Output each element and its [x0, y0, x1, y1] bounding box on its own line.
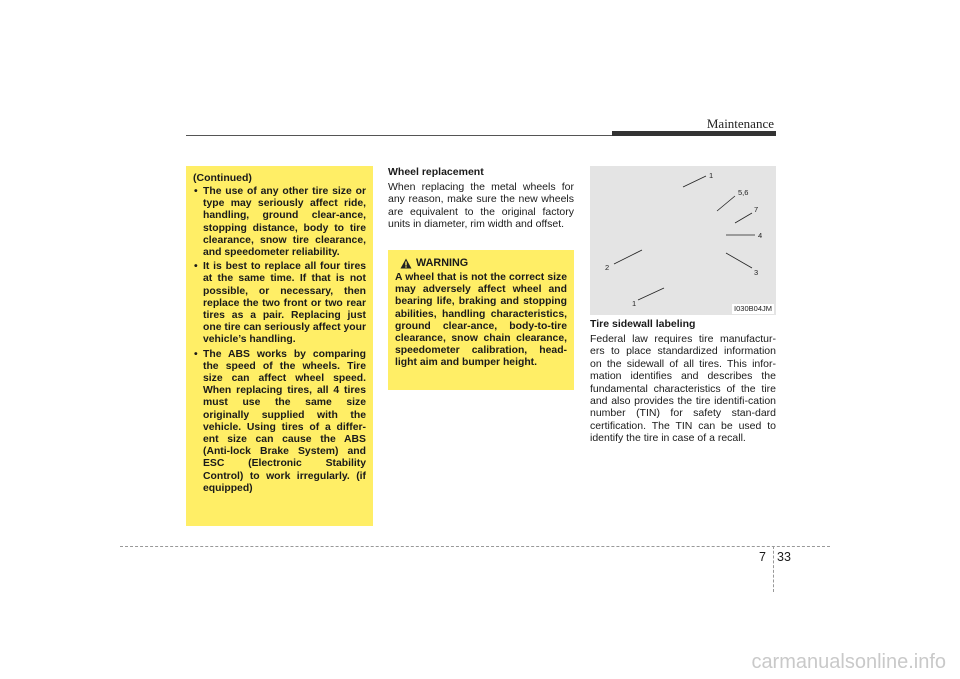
callout-line-1-top	[683, 176, 706, 187]
warning-header	[400, 257, 567, 269]
bullet-abs: • The ABS works by comparing the speed of the wheels. Tire size can affect wheel speed. When replacing tires, all 4 tires must use the same size originally supplied with the vehicle. Using tires of a differ-ent size can cause the ABS (Anti-lock Brake System) and ESC (Electronic Stability Control) to work irregularly. (if equipped)	[193, 349, 366, 495]
sidewall-heading: Tire sidewall labeling	[590, 318, 696, 330]
section-title: Maintenance	[706, 116, 774, 131]
wheel-replacement-section	[388, 166, 574, 231]
callout-line-7	[735, 213, 752, 223]
page-number: 33	[777, 550, 791, 564]
callout-line-1-bottom	[638, 288, 664, 300]
sidewall-labeling-section	[590, 318, 776, 445]
callout-line-3	[726, 253, 752, 268]
continued-note-box	[186, 166, 373, 526]
callout-label-5-6: 5,6	[738, 188, 749, 197]
watermark: carmanualsonline.info	[751, 651, 946, 673]
wheel-replacement-heading: Wheel replacement	[388, 166, 484, 178]
callout-label-7: 7	[754, 205, 759, 214]
bullet-tire-size: • The use of any other tire size or type may seriously affect ride, handling, ground clear-ance, stopping distance, body to tire clearance, snow tire clearance, and speedometer reliability.	[193, 186, 366, 259]
header-rule-accent	[612, 131, 776, 136]
continued-bullet-list	[193, 186, 366, 495]
warning-body: A wheel that is not the correct size may adversely affect wheel and bearing life, braking and stopping abilities, handling characteristics, ground clear-ance, body-to-tire clearance, snow chain clearance, speedometer calibration, head-light aim and bumper height.	[395, 272, 567, 369]
tire-callout-lines	[590, 166, 776, 315]
warning-label: WARNING	[416, 257, 469, 269]
continued-title: (Continued)	[193, 172, 252, 184]
callout-line-5-6	[717, 196, 735, 211]
footer-divider	[773, 546, 774, 592]
warning-triangle-icon	[400, 258, 412, 269]
chapter-number: 7	[759, 550, 766, 564]
callout-label-4: 4	[758, 231, 763, 240]
warning-box	[388, 250, 574, 390]
tire-sidewall-figure	[590, 166, 776, 315]
callout-label-1-top: 1	[709, 171, 714, 180]
callout-label-3: 3	[754, 268, 759, 277]
callout-label-2: 2	[605, 263, 610, 272]
footer-rule	[120, 546, 830, 547]
callout-line-2	[614, 250, 642, 264]
figure-code: I030B04JM	[734, 304, 772, 313]
bullet-replace-four: • It is best to replace all four tires at the same time. If that is not possible, or necessary, then replace the two front or two rear tires as a pair. Replacing just one tire can seriously affect your vehicle’s handling.	[193, 261, 366, 346]
wheel-replacement-body: When replacing the metal wheels for any reason, make sure the new wheels are equivalent to the original factory units in diameter, rim width and offset.	[388, 181, 574, 231]
callout-label-1-bottom: 1	[632, 299, 637, 308]
sidewall-body: Federal law requires tire manufactur-ers to place standardized information on the sidewall of all tires. This infor-mation identifies and describes the fundamental characteristics of the tire and also provides the tire identifi-cation number (TIN) for safety stan-dard certification. The TIN can be used to identify the tire in case of a recall.	[590, 333, 776, 445]
